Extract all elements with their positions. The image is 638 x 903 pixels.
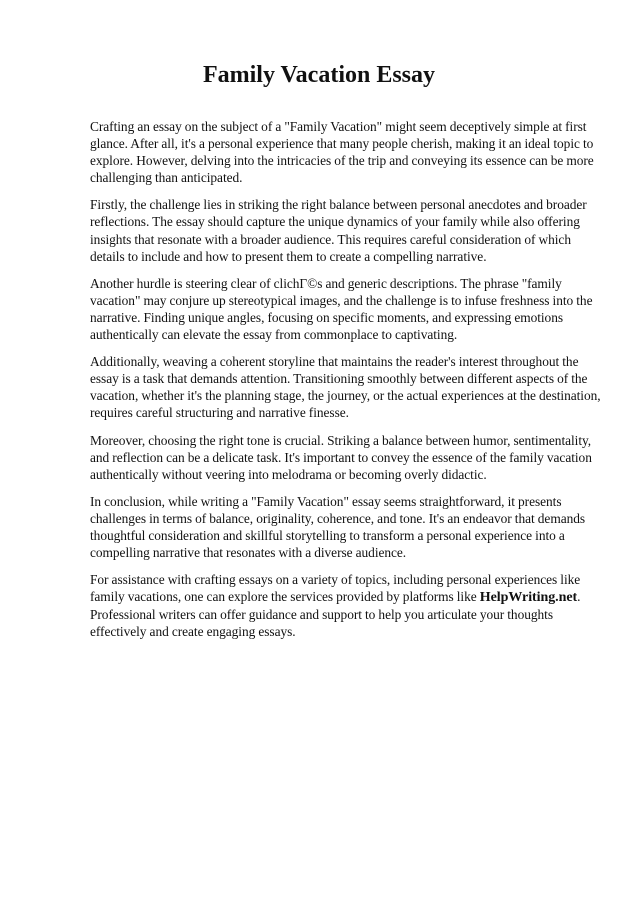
paragraph-tone: Moreover, choosing the right tone is crucial. Striking a balance between humor, sentimentality, and reflection can be a delicate task. It's important to convey the essence of the family vacation authentically without veering into melodrama or becoming overly didactic. (90, 432, 592, 482)
paragraph-assistance (90, 571, 602, 640)
document-title: Family Vacation Essay (202, 62, 436, 88)
paragraph-intro: Crafting an essay on the subject of a "Family Vacation" might seem deceptively simple at first glance. After all, it's a personal experience that many people cherish, making it an ideal topic to explore. However, delving into the intricacies of the trip and conveying its essence can be more challenging than anticipated. (90, 119, 594, 186)
assistance-text-before-link: For assistance with crafting essays on a variety of topics, including personal experiences like family vacations, one can explore the services provided by platforms like (90, 572, 581, 605)
paragraph-balance: Firstly, the challenge lies in striking the right balance between personal anecdotes and broader reflections. The essay should capture the unique dynamics of your family while also offering insights that resonate with a broader audience. This requires careful consideration of which details to include and how to present them to create a compelling narrative. (90, 197, 587, 264)
paragraph-conclusion: In conclusion, while writing a "Family Vacation" essay seems straightforward, it presents challenges in terms of balance, originality, coherence, and tone. It's an endeavor that demands thoughtful consideration and skillful storytelling to transform a personal experience into a compelling narrative that resonates with a diverse audience. (90, 493, 586, 561)
paragraph-storyline: Additionally, weaving a coherent storyline that maintains the reader's interest throughout the essay is a task that demands attention. Transitioning smoothly between different aspects of the vacation, whether it's the planning stage, the journey, or the actual experiences at the destination, requires careful structuring and narrative finesse. (90, 354, 601, 421)
helpwriting-link[interactable]: HelpWriting.net (479, 590, 578, 606)
paragraph-cliches: Another hurdle is steering clear of clichГ©s and generic descriptions. The phrase "family vacation" may conjure up stereotypical images, and the challenge is to infuse freshness into the narrative. Finding unique angles, focusing on specific moments, and expressing emotions authentically can elevate the essay from commonplace to captivating. (90, 275, 593, 343)
assistance-text-after-link: . Professional writers can offer guidance and support to help you articulate your thoughts effectively and create engaging essays. (90, 589, 581, 640)
document-body (90, 118, 602, 651)
